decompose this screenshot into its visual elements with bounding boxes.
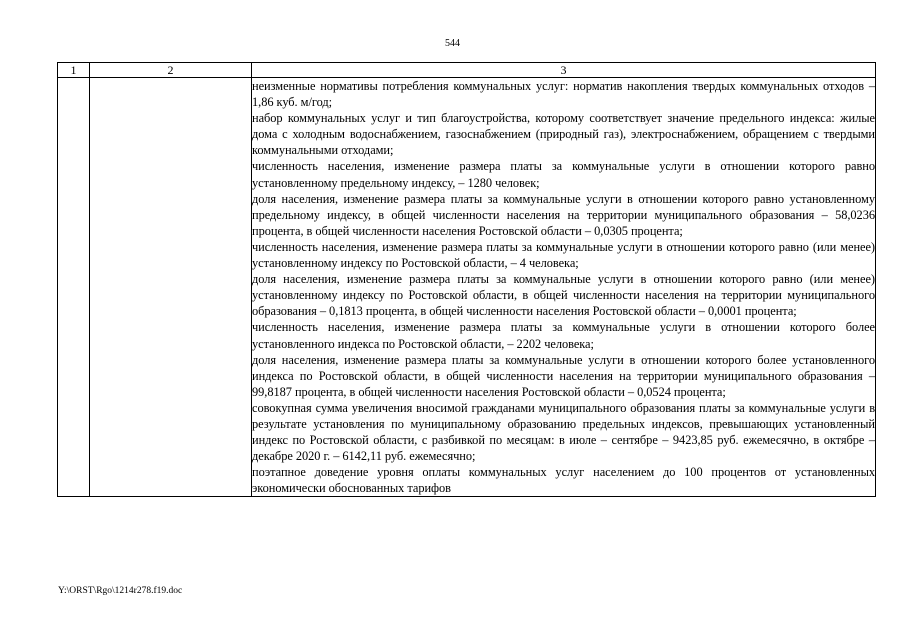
- page-number: 544: [445, 38, 460, 49]
- paragraph: доля населения, изменение размера платы за коммунальные услуги в отношении которого более установленного индекса по Ростовской области, в общей численности населения на территории муниципального образования – 99,8187 процента, в общей численности населения Ростовской области – 0,0524 процента;: [252, 352, 875, 399]
- paragraph: неизменные нормативы потребления коммунальных услуг: норматив накопления твердых коммунальных отходов – 1,86 куб. м/год;: [252, 79, 875, 110]
- cell-column-3: [252, 78, 876, 497]
- paragraph: численность населения, изменение размера платы за коммунальные услуги в отношении которого равно установленному предельному индексу, – 1280 человек;: [252, 159, 875, 190]
- paragraph: набор коммунальных услуг и тип благоустройства, которому соответствует значение предельного индекса: жилые дома с холодным водоснабжением, газоснабжением (природный газ), электроснабжением, обращением с твердыми коммунальными отходами;: [252, 111, 875, 158]
- file-path-footer: Y:\ORST\Rgo\1214r278.f19.doc: [58, 586, 183, 596]
- table-header-row: [58, 63, 876, 78]
- paragraph: совокупная сумма увеличения вносимой гражданами муниципального образования платы за коммунальные услуги в результате установления по муниципальному образованию предельных индексов, превышающих установленный индекс по Ростовской области, с разбивкой по месяцам: в июле – сентябре – 9423,85 руб. ежемесячно, в октябре – декабре 2020 г. – 6142,11 руб. ежемесячно;: [252, 400, 875, 464]
- content-table: [57, 62, 876, 497]
- paragraph: численность населения, изменение размера платы за коммунальные услуги в отношении которого равно (или менее) установленному индексу по Ростовской области, – 4 человека;: [252, 239, 875, 271]
- table-row: [58, 78, 876, 497]
- paragraph: доля населения, изменение размера платы за коммунальные услуги в отношении которого равно установленному предельному индексу, в общей численности населения на территории муниципального образования – 58,0236 процента, в общей численности населения Ростовской области – 0,0305 процента;: [252, 191, 875, 238]
- column-header-2: 2: [90, 63, 252, 78]
- column-header-3: 3: [252, 63, 876, 78]
- paragraph: численность населения, изменение размера платы за коммунальные услуги в отношении которого более установленного индекса по Ростовской области, – 2202 человека;: [252, 320, 875, 351]
- cell-column-2: [90, 78, 252, 497]
- column-header-1: 1: [58, 63, 90, 78]
- paragraph: доля населения, изменение размера платы за коммунальные услуги в отношении которого равно (или менее) установленному индексу по Ростовской области, в общей численности населения на территории муниципального образования – 0,1813 процента, в общей численности населения Ростовской области – 0,0001 процента;: [252, 272, 875, 319]
- cell-column-1: [58, 78, 90, 497]
- paragraph: поэтапное доведение уровня оплаты коммунальных услуг населением до 100 процентов от установленных экономически обоснованных тарифов: [252, 465, 875, 496]
